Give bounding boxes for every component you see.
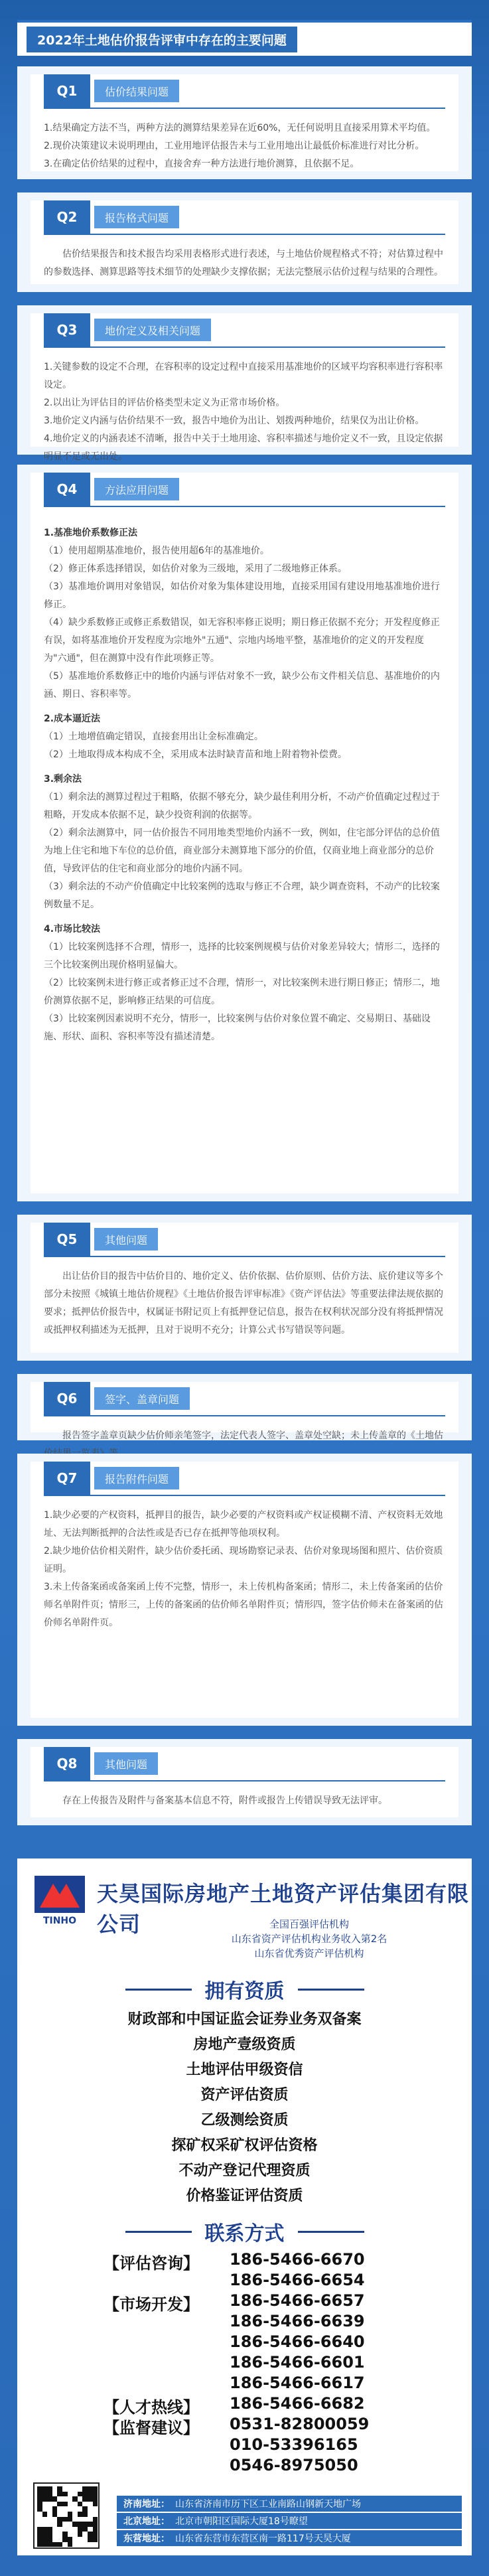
address-label: 北京地址：: [123, 2516, 170, 2527]
qr-module: [93, 2502, 98, 2507]
qr-module: [78, 2492, 83, 2497]
qr-module: [62, 2492, 68, 2497]
qualification-item: 土地评估甲级资信: [186, 2062, 303, 2078]
address-text: 山东省东营市东营区南一路117号天昊大厦: [175, 2534, 351, 2544]
page-title: 2022年土地估价报告评审中存在的主要问题: [27, 27, 297, 52]
contact-row: [104, 2312, 422, 2330]
contact-row: [104, 2291, 422, 2314]
section-content: [44, 358, 445, 466]
paragraph: 报告签字盖章页缺少估价师亲笔签字，法定代表人签字、盖章处空缺；未上传盖章的《土地估: [62, 1430, 443, 1441]
question-number: Q4: [44, 473, 90, 506]
contact-row: [104, 2374, 422, 2392]
section-q6: [17, 1374, 472, 1440]
contact-label: [104, 2374, 230, 2392]
paragraph: （2）修正体系选择错误，如估价对象为三级地，采用了二级地修正体系。: [44, 564, 347, 574]
paragraph: 1.结果确定方法不当，两种方法的测算结果差异在近60%，无任何说明且直接采用算术平均值。: [44, 123, 436, 133]
qr-module: [93, 2527, 98, 2532]
section-card: [31, 200, 458, 284]
contact-label: [104, 2332, 230, 2351]
qr-module: [68, 2542, 73, 2547]
qualifications-heading: [17, 1975, 472, 2004]
section-divider: [44, 234, 445, 235]
phone-number: 186-5466-6657: [230, 2291, 365, 2310]
qr-module: [47, 2532, 52, 2537]
qr-module: [47, 2486, 52, 2492]
paragraph: （3）基准地价调用对象错误，如估价对象为集体建设用地，直接采用国有建设用地基准地价进行修正。: [44, 581, 440, 610]
section-divider: [44, 1415, 445, 1416]
question-number: Q1: [44, 74, 90, 108]
qualification-item: 价格鉴证评估资质: [186, 2188, 303, 2204]
section-card: [31, 1747, 458, 1817]
qr-module: [78, 2532, 83, 2537]
section-q8: [17, 1739, 472, 1825]
qr-module: [37, 2486, 42, 2492]
address-label: 东营地址：: [123, 2534, 170, 2544]
question-number: Q2: [44, 200, 90, 234]
phone-number: 186-5466-6639: [230, 2312, 365, 2330]
phone-number: 186-5466-6670: [230, 2250, 365, 2269]
section-divider: [44, 346, 445, 348]
contact-row: [104, 2353, 422, 2372]
qualification-item: 财政部和中国证监会证券业务双备案: [127, 2011, 362, 2028]
qr-module: [88, 2496, 93, 2502]
section-content: [44, 1507, 445, 1632]
qr-module: [37, 2527, 42, 2532]
qr-code: [33, 2482, 100, 2549]
qualification-item: 探矿权采矿权评估资格: [171, 2137, 318, 2154]
contact-label: [104, 2456, 230, 2474]
qr-module: [47, 2542, 52, 2547]
paragraph: 2.缺少地价估价相关附件，缺少估价委托函、现场勘察记录表、估价对象现场图和照片、估价资质证明。: [44, 1546, 443, 1574]
phone-number: 010-53396165: [230, 2435, 358, 2454]
question-label: 地价定义及相关问题: [94, 319, 211, 341]
qr-module: [42, 2492, 48, 2497]
section-q1: [17, 66, 472, 179]
qr-module: [62, 2502, 68, 2507]
contact-label: [104, 2435, 230, 2454]
section-content: [44, 1268, 445, 1339]
phone-number: 186-5466-6617: [230, 2374, 365, 2392]
section-divider: [44, 1495, 445, 1496]
section-divider: [44, 108, 445, 109]
phone-number: 0531-82800059: [230, 2415, 370, 2433]
section-divider: [44, 1256, 445, 1257]
qualification-item: 不动产登记代理资质: [178, 2162, 311, 2179]
qr-module: [62, 2532, 68, 2537]
qr-module: [37, 2506, 42, 2512]
qr-module: [57, 2522, 62, 2527]
subsection-heading: 2.成本逼近法: [44, 714, 101, 724]
qr-module: [78, 2527, 83, 2532]
qr-module: [72, 2496, 78, 2502]
section-content: [44, 518, 445, 1046]
qr-module: [93, 2522, 98, 2527]
paragraph: （1）土地增值确定错误，直接套用出让金标准确定。: [44, 731, 263, 742]
qr-module: [47, 2492, 52, 2497]
qr-module: [57, 2502, 62, 2507]
qr-module: [42, 2486, 48, 2492]
paragraph: 3.在确定估价结果的过程中，直接舍弃一种方法进行地价测算，且依据不足。: [44, 159, 360, 169]
question-number: Q5: [44, 1223, 90, 1256]
contact-label: 【市场开发】: [104, 2295, 199, 2314]
paragraph: 估价结果报告和技术报告均采用表格形式进行表述，与土地估价规程格式不符；对估算过程中的参数选择、测算思路等技术细节的处理缺少支撑依据；无法完整展示估价过程与结果的合理性。: [44, 249, 443, 277]
question-label: 其他问题: [94, 1228, 158, 1250]
company-name: 天昊国际房地产土地资产评估集团有限公司: [97, 1881, 470, 1937]
question-label: 其他问题: [94, 1752, 158, 1775]
question-number: Q3: [44, 313, 90, 346]
question-number: Q6: [44, 1382, 90, 1415]
paragraph: 4.地价定义的内涵表述不清晰，报告中关于土地用途、容积率描述与地价定义不一致，且设定依据明显不足或无出处。: [44, 433, 443, 462]
qr-module: [88, 2532, 93, 2537]
address-row: [117, 2496, 462, 2512]
qr-module: [68, 2512, 73, 2517]
question-label: 报告格式问题: [94, 206, 179, 228]
subsection-heading: 4.市场比较法: [44, 924, 101, 935]
qr-module: [88, 2522, 93, 2527]
qr-module: [93, 2496, 98, 2502]
contact-heading: [17, 2217, 472, 2246]
heading-dash: [125, 2231, 192, 2233]
qualification-item: 乙级测绘资质: [200, 2112, 289, 2129]
qr-module: [52, 2506, 58, 2512]
heading-dash: [298, 2231, 364, 2233]
section-card: [31, 1223, 458, 1353]
address-row: [117, 2513, 462, 2529]
qr-module: [37, 2542, 42, 2547]
section-q5: [17, 1215, 472, 1361]
qr-module: [37, 2537, 42, 2542]
qr-module: [57, 2542, 62, 2547]
paragraph: （1）剩余法的测算过程过于粗略，依据不够充分，缺少最佳利用分析，不动产价值确定过程过于粗略，开发成本依据不足，缺少投资利润的依据等。: [44, 792, 440, 820]
qr-module: [88, 2486, 93, 2492]
qr-module: [47, 2496, 52, 2502]
qr-module: [52, 2512, 58, 2517]
paragraph: （1）使用超期基准地价，报告使用超6年的基准地价。: [44, 546, 269, 556]
qr-module: [68, 2517, 73, 2522]
section-card: [31, 1462, 458, 1718]
title-bar: [17, 20, 472, 56]
phone-number: 186-5466-6682: [230, 2394, 365, 2413]
qr-module: [93, 2492, 98, 2497]
contact-label: [104, 2312, 230, 2330]
paragraph: （5）基准地价系数修正中的地价内涵与评估对象不一致，缺少公布文件相关信息、基准地价的内涵、期日、容积率等。: [44, 671, 440, 700]
qr-module: [82, 2527, 88, 2532]
qr-module: [82, 2512, 88, 2517]
company-tagline: 山东省优秀资产评估机构: [254, 1947, 364, 1959]
paragraph: 1.关键参数的设定不合理，在容积率的设定过程中直接采用基准地价的区域平均容积率进行容积率设定。: [44, 362, 443, 390]
paragraph: 2.以出让为评估目的评估价格类型未定义为正常市场价格。: [44, 398, 285, 408]
contact-row: [104, 2456, 422, 2474]
question-number: Q7: [44, 1462, 90, 1495]
section-card: [31, 1382, 458, 1441]
qr-module: [42, 2542, 48, 2547]
qr-module: [93, 2486, 98, 2492]
section-card: [31, 313, 458, 462]
paragraph: 3.未上传备案函或备案函上传不完整，情形一，未上传机构备案函；情形二，未上传备案函的估价师名单附件页；情形三，上传的备案函的估价师名单附件页；情形四，签字估价师未在备案函的估价师名单附件页。: [44, 1582, 443, 1628]
address-text: 北京市朝阳区国际大厦18号瞭望: [175, 2516, 308, 2527]
qr-module: [78, 2502, 83, 2507]
section-content: [44, 119, 445, 173]
paragraph: 2.现价决策建议未说明理由，工业用地评估报告未与工业用地出让最低价标准进行对比分析。: [44, 141, 425, 151]
qr-module: [57, 2492, 62, 2497]
qr-module: [82, 2506, 88, 2512]
qr-module: [93, 2532, 98, 2537]
section-content: [44, 246, 445, 281]
contact-row: [104, 2332, 422, 2351]
company-footer: [17, 1858, 472, 2555]
phone-number: 186-5466-6640: [230, 2332, 365, 2351]
paragraph: （2）剩余法测算中，同一估价报告不同用地类型地价内涵不一致，例如，住宅部分评估的总价值为地上住宅和地下车位的总价值，商业部分未测算地下部分的价值，仅商业地上商业部分的总价值，导致评估的住宅和商业部分的地价内涵不同。: [44, 828, 440, 874]
section-q4: [17, 465, 472, 1201]
paragraph: 出让估价目的报告中估价目的、地价定义、估价依据、估价原则、估价方法、底价建议等多个部分未按照《城镇土地估价规程》《土地估价报告评审标准》《资产评估法》等重要法律法规依据的要求；抵押估价报告中，权属证书附记页上有抵押登记信息，报告在权利状况部分没有将抵押情况或抵押权利描述为无抵押，且对于说明不充分；计算公式书写错误等问题。: [44, 1271, 443, 1335]
section-content: [44, 1792, 445, 1810]
qr-module: [72, 2522, 78, 2527]
svg-text:TINHO: TINHO: [42, 1916, 77, 1926]
qr-module: [47, 2527, 52, 2532]
qr-module: [78, 2522, 83, 2527]
qr-module: [42, 2512, 48, 2517]
section-q2: [17, 192, 472, 292]
heading-text: 联系方式: [204, 2222, 285, 2245]
qr-module: [47, 2537, 52, 2542]
paragraph: （4）缺少系数修正或修正系数错误，如无容积率修正说明；期日修正依据不充分；开发程度修正有误，如将基准地价开发程度为宗地外"五通"、宗地内场地平整，基准地价的定义的开发程度为"六通"，但在测算中没有作此项修正等。: [44, 617, 440, 664]
qr-module: [57, 2517, 62, 2522]
qr-module: [52, 2542, 58, 2547]
paragraph: （1）比较案例选择不合理，情形一，选择的比较案例规模与估价对象差异较大；情形二，选择的三个比较案例出现价格明显偏大。: [44, 942, 440, 970]
qr-module: [93, 2517, 98, 2522]
section-q7: [17, 1454, 472, 1726]
subsection-heading: 3.剩余法: [44, 774, 82, 785]
heading-dash: [298, 1989, 364, 1991]
section-card: [31, 473, 458, 1193]
company-logo: [33, 1874, 86, 1928]
section-card: [31, 74, 458, 171]
qr-module: [78, 2512, 83, 2517]
address-text: 山东省济南市历下区工业南路山钢新天地广场: [175, 2499, 361, 2510]
qr-module: [42, 2532, 48, 2537]
paragraph: 1.缺少必要的产权资料，抵押目的报告，缺少必要的产权资料或产权证模糊不清、产权资料无效地址、无法判断抵押的合法性或是否已存在抵押等他项权利。: [44, 1510, 443, 1539]
section-divider: [44, 1780, 445, 1781]
qr-module: [42, 2496, 48, 2502]
address-row: [117, 2530, 462, 2546]
section-q3: [17, 305, 472, 462]
contact-row: [104, 2435, 422, 2454]
phone-number: 186-5466-6654: [230, 2271, 365, 2289]
contact-row: [104, 2271, 422, 2289]
qr-module: [88, 2537, 93, 2542]
qr-module: [68, 2537, 73, 2542]
qr-module: [82, 2492, 88, 2497]
qr-module: [62, 2517, 68, 2522]
qr-module: [62, 2537, 68, 2542]
qualification-item: 房地产壹级资质: [193, 2036, 296, 2053]
qr-module: [88, 2492, 93, 2497]
address-label: 济南地址：: [123, 2499, 170, 2510]
qr-module: [42, 2527, 48, 2532]
company-tagline: 全国百强评估机构: [269, 1918, 349, 1930]
qr-module: [37, 2532, 42, 2537]
paragraph: 存在上传报告及附件与备案基本信息不符，附件或报告上传错误导致无法评审。: [62, 1795, 387, 1806]
heading-text: 拥有资质: [204, 1980, 285, 2003]
qr-module: [82, 2522, 88, 2527]
heading-dash: [125, 1989, 192, 1991]
qr-module: [52, 2496, 58, 2502]
contact-label: 【人才热线】: [104, 2398, 199, 2417]
contact-label: [104, 2271, 230, 2289]
qr-module: [37, 2502, 42, 2507]
question-label: 方法应用问题: [94, 478, 179, 500]
question-label: 签字、盖章问题: [94, 1387, 190, 1410]
paragraph: （2）土地取得成本构成不全，采用成本法时缺青苗和地上附着物补偿费。: [44, 749, 347, 760]
qualification-item: 资产评估资质: [200, 2087, 289, 2103]
section-divider: [44, 506, 445, 507]
question-label: 报告附件问题: [94, 1467, 179, 1489]
subsection-heading: 1.基准地价系数修正法: [44, 528, 138, 538]
paragraph: （3）剩余法的不动产价值确定中比较案例的选取与修正不合理，缺少调查资料，不动产的比较案例数量不足。: [44, 881, 440, 910]
qr-module: [82, 2486, 88, 2492]
qr-module: [42, 2537, 48, 2542]
company-tagline: 山东省资产评估机构业务收入第2名: [231, 1933, 387, 1945]
contact-row: [104, 2394, 422, 2417]
contact-row: [104, 2415, 422, 2438]
question-label: 估价结果问题: [94, 80, 179, 102]
contact-row: [104, 2250, 422, 2273]
qr-module: [37, 2496, 42, 2502]
paragraph: 3.地价定义内涵与估价结果不一致，报告中地价为出让、划拨两种地价，结果仅为出让价格。: [44, 416, 425, 426]
qr-module: [82, 2496, 88, 2502]
phone-number: 186-5466-6601: [230, 2353, 365, 2372]
question-number: Q8: [44, 1747, 90, 1780]
qr-module: [57, 2486, 62, 2492]
qr-module: [37, 2492, 42, 2497]
qr-module: [93, 2537, 98, 2542]
paragraph: （2）比较案例未进行修正或者修正过不合理，情形一，对比较案例未进行期日修正；情形二，地价测算依据不足，影响修正结果的可信度。: [44, 978, 440, 1006]
contact-label: 【监督建议】: [104, 2419, 199, 2437]
phone-number: 0546-8975050: [230, 2456, 358, 2474]
contact-label: 【评估咨询】: [104, 2254, 199, 2273]
paragraph: （3）比较案例因素说明不充分，情形一，比较案例与估价对象位置不确定、交易期日、基础设施、形状、面积、容积率等没有描述清楚。: [44, 1014, 431, 1042]
contact-label: [104, 2353, 230, 2372]
